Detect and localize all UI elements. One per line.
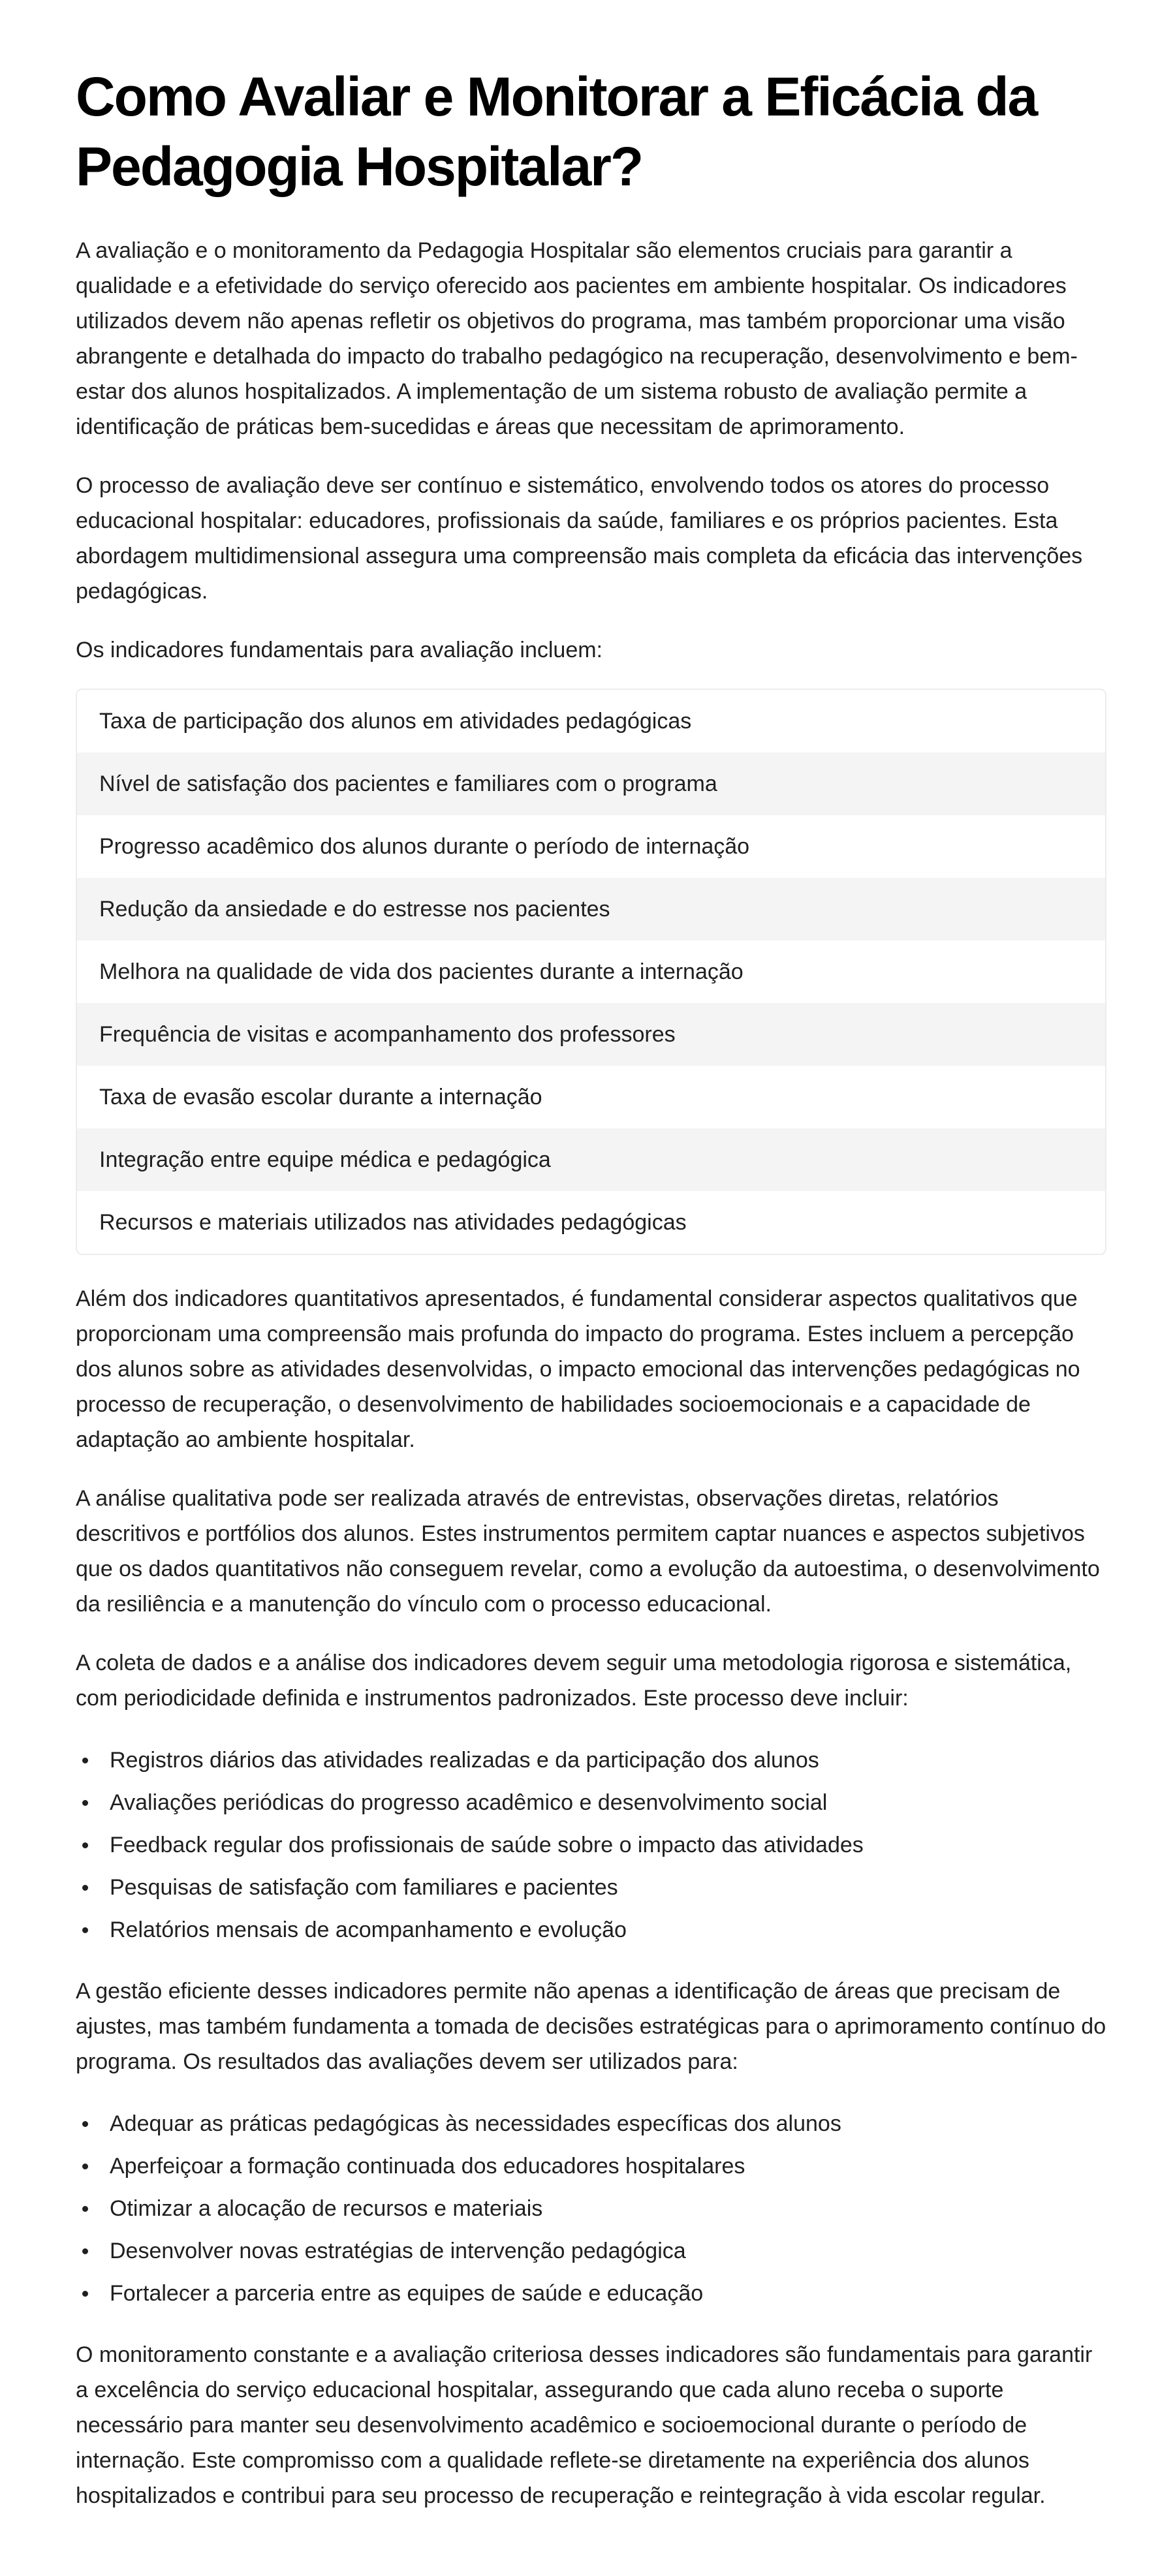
bullet-icon <box>82 2291 88 2297</box>
paragraph: A gestão eficiente desses indicadores permite não apenas a identificação de áreas que precisam de ajustes, mas também fundamenta a tomada de decisões estratégicas para o aprimoramento contínuo do programa. Os resultados das avaliações devem ser utilizados para: <box>76 1979 1106 2074</box>
list-item-text: Pesquisas de satisfação com familiares e pacientes <box>110 1875 618 1900</box>
bullet-icon <box>82 2164 88 2169</box>
bullet-icon <box>82 2248 88 2254</box>
list-item <box>76 1824 1106 1867</box>
list-item-text: Feedback regular dos profissionais de saúde sobre o impacto das atividades <box>110 1833 864 1857</box>
paragraph: A avaliação e o monitoramento da Pedagogia Hospitalar são elementos cruciais para garantir a qualidade e a efetividade do serviço oferecido aos pacientes em ambiente hospitalar. Os indicadores utilizados devem não apenas refletir os objetivos do programa, mas também proporcionar uma visão abrangente e detalhada do impacto do trabalho pedagógico na recuperação, desenvolvimento e bem-estar dos alunos hospitalizados. A implementação de um sistema robusto de avaliação permite a identificação de práticas bem-sucedidas e áreas que necessitam de aprimoramento. <box>76 238 1078 439</box>
paragraph: O monitoramento constante e a avaliação criteriosa desses indicadores são fundamentais para garantir a excelência do serviço educacional hospitalar, assegurando que cada aluno receba o suporte necessário para manter seu desenvolvimento acadêmico e socioemocional durante o período de internação. Este compromisso com a qualidade reflete-se diretamente na experiência dos alunos hospitalizados e contribui para seu processo de recuperação e reintegração à vida escolar regular. <box>76 2342 1093 2508</box>
list-item <box>76 1909 1106 1951</box>
table-row: Integração entre equipe médica e pedagógica <box>77 1128 1105 1191</box>
list-item <box>76 1867 1106 1909</box>
list-item-text: Relatórios mensais de acompanhamento e evolução <box>110 1917 627 1942</box>
paragraph: O processo de avaliação deve ser contínuo e sistemático, envolvendo todos os atores do processo educacional hospitalar: educadores, profissionais da saúde, familiares e os próprios pacientes. Esta abordagem multidimensional assegura uma compreensão mais completa da eficácia das intervenções pedagógicas. <box>76 473 1083 604</box>
bullet-icon <box>82 2121 88 2127</box>
table-row: Recursos e materiais utilizados nas atividades pedagógicas <box>99 1209 687 1235</box>
list-item <box>76 2103 1106 2145</box>
bullet-icon <box>82 1758 88 1763</box>
list-item-text: Registros diários das atividades realizadas e da participação dos alunos <box>110 1748 819 1773</box>
paragraph: Os indicadores fundamentais para avaliação incluem: <box>76 638 603 662</box>
list-item-text: Avaliações periódicas do progresso acadêmico e desenvolvimento social <box>110 1790 828 1815</box>
list-item <box>76 2230 1106 2273</box>
bullet-icon <box>82 1800 88 1806</box>
paragraph: Além dos indicadores quantitativos apresentados, é fundamental considerar aspectos qualitativos que proporcionam uma compreensão mais profunda do impacto do programa. Estes incluem a percepção dos alunos sobre as atividades desenvolvidas, o impacto emocional das intervenções pedagógicas no processo de recuperação, o desenvolvimento de habilidades socioemocionais e a capacidade de adaptação ao ambiente hospitalar. <box>76 1286 1080 1452</box>
indicators-table <box>76 689 1106 1255</box>
table-row: Redução da ansiedade e do estresse nos pacientes <box>77 878 1105 940</box>
bullet-icon <box>82 1927 88 1933</box>
bullet-icon <box>82 1842 88 1848</box>
page-title: Como Avaliar e Monitorar a Eficácia da Pedagogia Hospitalar? <box>76 66 1037 197</box>
paragraph: A coleta de dados e a análise dos indicadores devem seguir uma metodologia rigorosa e sistemática, com periodicidade definida e instrumentos padronizados. Este processo deve incluir: <box>76 1651 1072 1711</box>
paragraph: A análise qualitativa pode ser realizada através de entrevistas, observações diretas, relatórios descritivos e portfólios dos alunos. Estes instrumentos permitem captar nuances e aspectos subjetivos que os dados quantitativos não conseguem revelar, como a evolução da autoestima, o desenvolvimento da resiliência e a manutenção do vínculo com o processo educacional. <box>76 1486 1100 1617</box>
table-row: Melhora na qualidade de vida dos pacientes durante a internação <box>99 959 744 984</box>
list-item <box>76 1782 1106 1824</box>
list-item <box>76 2188 1106 2230</box>
list-item-text: Fortalecer a parceria entre as equipes de saúde e educação <box>110 2281 704 2306</box>
list-item <box>76 1739 1106 1782</box>
table-row: Taxa de participação dos alunos em atividades pedagógicas <box>99 708 692 734</box>
list-item <box>76 2273 1106 2315</box>
list-item-text: Desenvolver novas estratégias de intervenção pedagógica <box>110 2239 686 2263</box>
process-list <box>76 1739 1106 1951</box>
table-row: Progresso acadêmico dos alunos durante o período de internação <box>99 833 750 859</box>
table-row: Frequência de visitas e acompanhamento dos professores <box>77 1003 1105 1066</box>
list-item-text: Aperfeiçoar a formação continuada dos educadores hospitalares <box>110 2154 745 2179</box>
bullet-icon <box>82 2206 88 2212</box>
bullet-icon <box>82 1885 88 1891</box>
list-item-text: Otimizar a alocação de recursos e materiais <box>110 2196 543 2221</box>
list-item <box>76 2145 1106 2188</box>
uses-list <box>76 2103 1106 2315</box>
table-row: Nível de satisfação dos pacientes e familiares com o programa <box>77 753 1105 815</box>
list-item-text: Adequar as práticas pedagógicas às necessidades específicas dos alunos <box>110 2111 841 2136</box>
table-row: Taxa de evasão escolar durante a internação <box>99 1084 542 1110</box>
